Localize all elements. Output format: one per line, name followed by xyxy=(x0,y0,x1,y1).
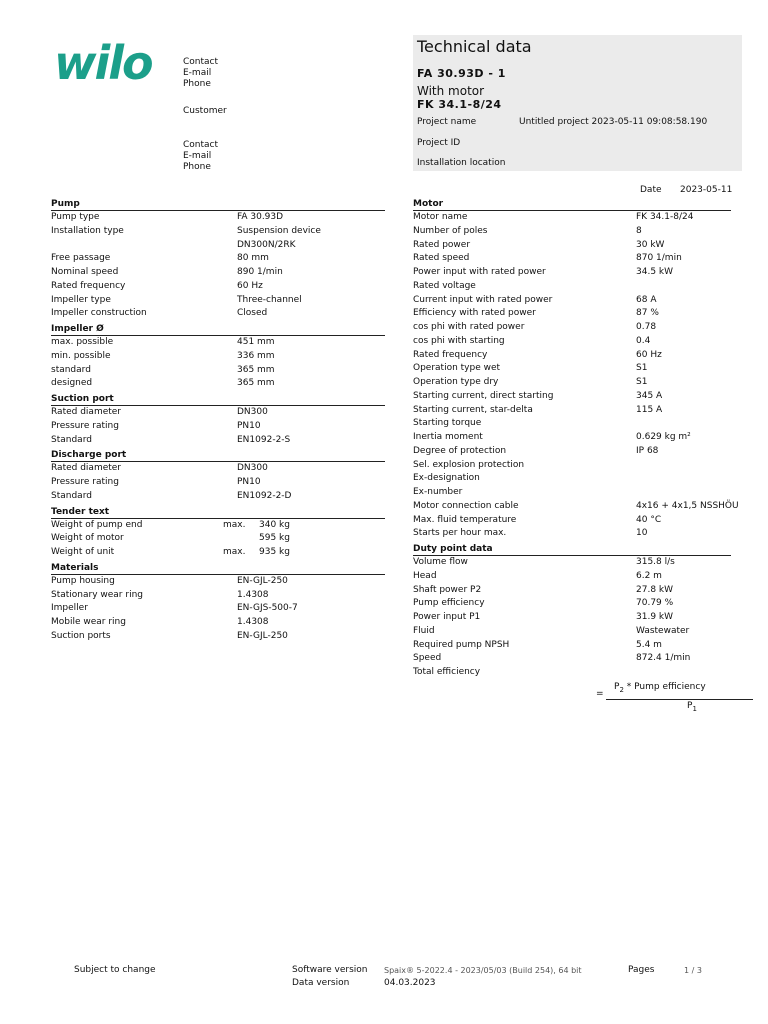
row-value: 336 mm xyxy=(237,350,275,361)
row-label: Installation type xyxy=(51,225,124,236)
table-row xyxy=(413,376,731,390)
table-row xyxy=(51,211,385,225)
project-name-label: Project name xyxy=(417,117,477,127)
row-value: 890 1/min xyxy=(237,267,283,277)
row-value: 365 mm xyxy=(237,378,275,389)
row-value: PN10 xyxy=(237,477,261,487)
data-version-label: Data version xyxy=(292,978,350,988)
table-row xyxy=(51,630,385,644)
section-title: Suction port xyxy=(51,394,385,406)
contact-label: Contact xyxy=(183,140,219,150)
table-row xyxy=(51,575,385,589)
row-value: 1.4308 xyxy=(237,617,269,627)
table-row xyxy=(51,266,385,280)
row-value: 30 kW xyxy=(636,239,665,250)
row-label: Starting torque xyxy=(413,418,482,429)
section-title: Duty point data xyxy=(413,544,731,556)
section-materials xyxy=(51,563,385,644)
table-row xyxy=(413,486,731,500)
table-row xyxy=(51,225,385,239)
row-label: Rated frequency xyxy=(413,349,488,360)
software-version-value: Spaix® 5-2022.4 - 2023/05/03 (Build 254), 64 bit xyxy=(384,966,582,975)
table-row xyxy=(413,666,731,680)
table-row xyxy=(413,500,739,514)
row-label: Ex-designation xyxy=(413,473,480,484)
section-title: Pump xyxy=(51,199,385,211)
row-label: Starts per hour max. xyxy=(413,528,507,539)
table-row xyxy=(413,404,731,418)
table-row xyxy=(51,546,385,560)
row-label: Inertia moment xyxy=(413,432,483,442)
row-value: DN300 xyxy=(237,463,268,474)
row-value: 10 xyxy=(636,528,648,539)
row-value: 87 % xyxy=(636,308,659,319)
row-value: EN1092-2-D xyxy=(237,490,292,501)
formula-numerator-rest: * Pump efficiency xyxy=(623,682,706,692)
table-row xyxy=(413,611,731,625)
row-qualifier: max. xyxy=(223,519,246,530)
row-label: Fluid xyxy=(413,625,435,636)
row-value: 40 °C xyxy=(636,514,662,525)
row-label: Pump housing xyxy=(51,575,115,586)
row-label: Operation type wet xyxy=(413,363,501,374)
section-suction-port xyxy=(51,394,385,447)
row-value: EN-GJL-250 xyxy=(237,630,288,641)
table-row xyxy=(413,307,731,321)
table-row xyxy=(413,431,731,445)
table-row xyxy=(413,211,731,225)
row-label: Rated voltage xyxy=(413,280,476,291)
page-title: Technical data xyxy=(417,37,532,56)
row-value: S1 xyxy=(636,377,648,387)
row-value: 935 kg xyxy=(259,547,290,557)
row-value: Closed xyxy=(237,308,268,319)
row-label: Impeller xyxy=(51,603,88,614)
row-value: 8 xyxy=(636,225,642,236)
section-impeller- xyxy=(51,324,385,391)
row-label: Ex-number xyxy=(413,487,463,497)
table-row xyxy=(413,639,731,653)
row-label: Weight of pump end xyxy=(51,519,143,530)
table-row xyxy=(51,476,385,490)
row-label: Impeller construction xyxy=(51,308,147,319)
row-label: Suction ports xyxy=(51,630,111,641)
formula-fraction-line xyxy=(606,699,753,700)
row-value: S1 xyxy=(636,363,648,374)
row-label: Operation type dry xyxy=(413,377,499,387)
row-value: 0.629 kg m² xyxy=(636,432,691,442)
row-label: Power input P1 xyxy=(413,612,481,622)
table-row xyxy=(413,390,731,404)
table-row xyxy=(413,597,731,611)
table-row xyxy=(51,406,385,420)
subject-to-change: Subject to change xyxy=(74,965,156,975)
table-row xyxy=(413,349,731,363)
row-label: Stationary wear ring xyxy=(51,589,143,600)
table-row xyxy=(413,570,731,584)
table-row xyxy=(413,472,731,486)
row-label: standard xyxy=(51,364,91,375)
table-row xyxy=(413,527,731,541)
row-label: Rated diameter xyxy=(51,463,122,474)
table-row xyxy=(413,335,731,349)
table-row xyxy=(51,239,385,253)
formula-numerator xyxy=(614,682,706,694)
row-label: Motor connection cable xyxy=(413,500,519,511)
project-name-value: Untitled project 2023-05-11 09:08:58.190 xyxy=(519,117,708,127)
table-row xyxy=(51,336,385,350)
table-row xyxy=(413,459,731,473)
row-label: Number of poles xyxy=(413,225,488,236)
row-label: Free passage xyxy=(51,253,111,264)
row-label: Max. fluid temperature xyxy=(413,514,517,525)
row-value: 115 A xyxy=(636,404,663,415)
table-row xyxy=(51,377,385,391)
section-title: Tender text xyxy=(51,507,385,519)
row-label: Pressure rating xyxy=(51,477,119,487)
row-label: Speed xyxy=(413,653,442,664)
section-title: Impeller Ø xyxy=(51,324,385,336)
row-value: Wastewater xyxy=(636,625,690,636)
row-value: 6.2 m xyxy=(636,570,662,581)
table-row xyxy=(51,532,385,546)
row-value: 60 Hz xyxy=(636,349,662,360)
table-row xyxy=(51,364,385,378)
row-label: Sel. explosion protection xyxy=(413,459,525,470)
left-column xyxy=(51,199,385,644)
pages-label: Pages xyxy=(628,965,655,975)
project-id-label: Project ID xyxy=(417,138,461,148)
right-column xyxy=(413,199,739,680)
row-value: 34.5 kW xyxy=(636,267,674,277)
pump-model: FA 30.93D - 1 xyxy=(417,67,506,80)
row-qualifier: max. xyxy=(223,547,246,557)
row-value: EN1092-2-S xyxy=(237,434,291,445)
table-row xyxy=(51,294,385,308)
row-label: Required pump NPSH xyxy=(413,639,510,650)
row-value: 70.79 % xyxy=(636,598,674,609)
row-label: Weight of motor xyxy=(51,533,124,544)
row-label: Rated power xyxy=(413,239,471,250)
row-label: Rated diameter xyxy=(51,407,122,417)
data-version-value: 04.03.2023 xyxy=(384,978,436,988)
row-label: Rated frequency xyxy=(51,280,126,291)
row-label: Starting current, direct starting xyxy=(413,390,554,401)
row-value: 0.78 xyxy=(636,322,657,332)
row-label: Mobile wear ring xyxy=(51,617,126,627)
row-value: IP 68 xyxy=(636,445,659,456)
table-row xyxy=(413,625,731,639)
row-label: Total efficiency xyxy=(413,667,481,677)
contact-block-2 xyxy=(183,140,218,173)
table-row xyxy=(51,350,385,364)
row-label: Degree of protection xyxy=(413,445,507,456)
table-row xyxy=(413,266,731,280)
row-value: FA 30.93D xyxy=(237,212,284,222)
section-title: Discharge port xyxy=(51,450,385,462)
row-label: Starting current, star-delta xyxy=(413,404,533,415)
table-row xyxy=(413,239,731,253)
date-label: Date xyxy=(640,185,662,195)
table-row xyxy=(413,362,731,376)
table-row xyxy=(51,280,385,294)
row-value: Suspension device xyxy=(237,225,321,236)
table-row xyxy=(51,252,385,266)
row-value: 27.8 kW xyxy=(636,584,674,595)
table-row xyxy=(413,514,731,528)
table-row xyxy=(51,602,385,616)
table-row xyxy=(413,225,731,239)
table-row xyxy=(413,417,731,431)
row-value: 1.4308 xyxy=(237,589,269,600)
formula-p2-sub: 2 xyxy=(619,685,624,694)
row-value: 80 mm xyxy=(237,253,269,264)
table-row xyxy=(51,490,385,504)
contact-block-1 xyxy=(183,57,218,90)
row-value: 872.4 1/min xyxy=(636,653,691,664)
row-value: EN-GJS-500-7 xyxy=(237,603,298,614)
row-label: Nominal speed xyxy=(51,267,119,277)
row-label: Pump efficiency xyxy=(413,598,485,609)
row-label: max. possible xyxy=(51,337,114,347)
row-label: Head xyxy=(413,570,437,581)
row-value: 870 1/min xyxy=(636,253,682,264)
row-value: FK 34.1-8/24 xyxy=(636,212,694,222)
row-label: Standard xyxy=(51,490,92,501)
row-label: Efficiency with rated power xyxy=(413,308,536,319)
email-label: E-mail xyxy=(183,151,212,161)
row-value: Three-channel xyxy=(237,294,302,305)
row-label: Shaft power P2 xyxy=(413,584,482,595)
row-value: DN300N/2RK xyxy=(237,239,296,250)
table-row xyxy=(51,616,385,630)
phone-label: Phone xyxy=(183,162,211,172)
row-value: EN-GJL-250 xyxy=(237,575,288,586)
section-discharge-port xyxy=(51,450,385,503)
phone-label: Phone xyxy=(183,79,211,89)
section-title: Motor xyxy=(413,199,731,211)
row-value: DN300 xyxy=(237,407,268,417)
row-value: 60 Hz xyxy=(237,280,263,291)
formula-equals: = xyxy=(596,689,604,699)
row-label: Rated speed xyxy=(413,253,470,264)
email-label: E-mail xyxy=(183,68,212,78)
table-row xyxy=(413,445,731,459)
table-row xyxy=(413,294,731,308)
row-value: 0.4 xyxy=(636,335,651,346)
row-value: PN10 xyxy=(237,420,261,431)
row-label: min. possible xyxy=(51,350,111,361)
formula-p1: P xyxy=(687,701,693,711)
row-value: 31.9 kW xyxy=(636,612,674,622)
row-label: cos phi with starting xyxy=(413,335,505,346)
formula-denominator xyxy=(687,701,697,713)
table-row xyxy=(51,462,385,476)
row-value: 595 kg xyxy=(259,533,290,544)
row-label: designed xyxy=(51,378,93,389)
row-label: Pressure rating xyxy=(51,420,119,431)
section-tender-text xyxy=(51,507,385,560)
row-label: Current input with rated power xyxy=(413,294,553,305)
table-row xyxy=(413,652,731,666)
table-row xyxy=(51,420,385,434)
row-value: 315.8 l/s xyxy=(636,557,675,567)
row-label: Power input with rated power xyxy=(413,267,546,277)
row-value: 5.4 m xyxy=(636,639,662,650)
installation-location-label: Installation location xyxy=(417,158,506,168)
row-label: cos phi with rated power xyxy=(413,322,525,332)
contact-label: Contact xyxy=(183,57,219,67)
section-duty-point-data xyxy=(413,544,731,680)
pages-value: 1 / 3 xyxy=(684,966,702,975)
table-row xyxy=(51,307,385,321)
row-label: Impeller type xyxy=(51,294,111,305)
formula-p1-sub: 1 xyxy=(692,704,697,713)
customer-label: Customer xyxy=(183,106,227,116)
table-row xyxy=(51,519,385,533)
row-label: Pump type xyxy=(51,212,100,222)
section-pump xyxy=(51,199,385,321)
wilo-logo: wilo xyxy=(54,36,152,90)
row-value: 4x16 + 4x1,5 NSSHÖU xyxy=(636,500,739,511)
table-row xyxy=(413,321,731,335)
with-motor-label: With motor xyxy=(417,84,485,98)
row-label: Volume flow xyxy=(413,557,468,567)
motor-model: FK 34.1-8/24 xyxy=(417,98,502,111)
table-row xyxy=(51,434,385,448)
section-title: Materials xyxy=(51,563,385,575)
section-motor xyxy=(413,199,739,541)
table-row xyxy=(413,280,731,294)
row-value: 68 A xyxy=(636,294,657,305)
row-label: Weight of unit xyxy=(51,547,115,557)
row-value: 340 kg xyxy=(259,519,290,530)
row-label: Standard xyxy=(51,434,92,445)
row-value: 365 mm xyxy=(237,364,275,375)
row-label: Motor name xyxy=(413,212,468,222)
table-row xyxy=(413,584,731,598)
software-version-label: Software version xyxy=(292,965,368,975)
row-value: 451 mm xyxy=(237,337,275,347)
row-value: 345 A xyxy=(636,390,663,401)
table-row xyxy=(51,589,385,603)
table-row xyxy=(413,556,731,570)
table-row xyxy=(413,252,731,266)
formula-p2: P xyxy=(614,682,620,692)
date-value: 2023-05-11 xyxy=(680,185,733,195)
